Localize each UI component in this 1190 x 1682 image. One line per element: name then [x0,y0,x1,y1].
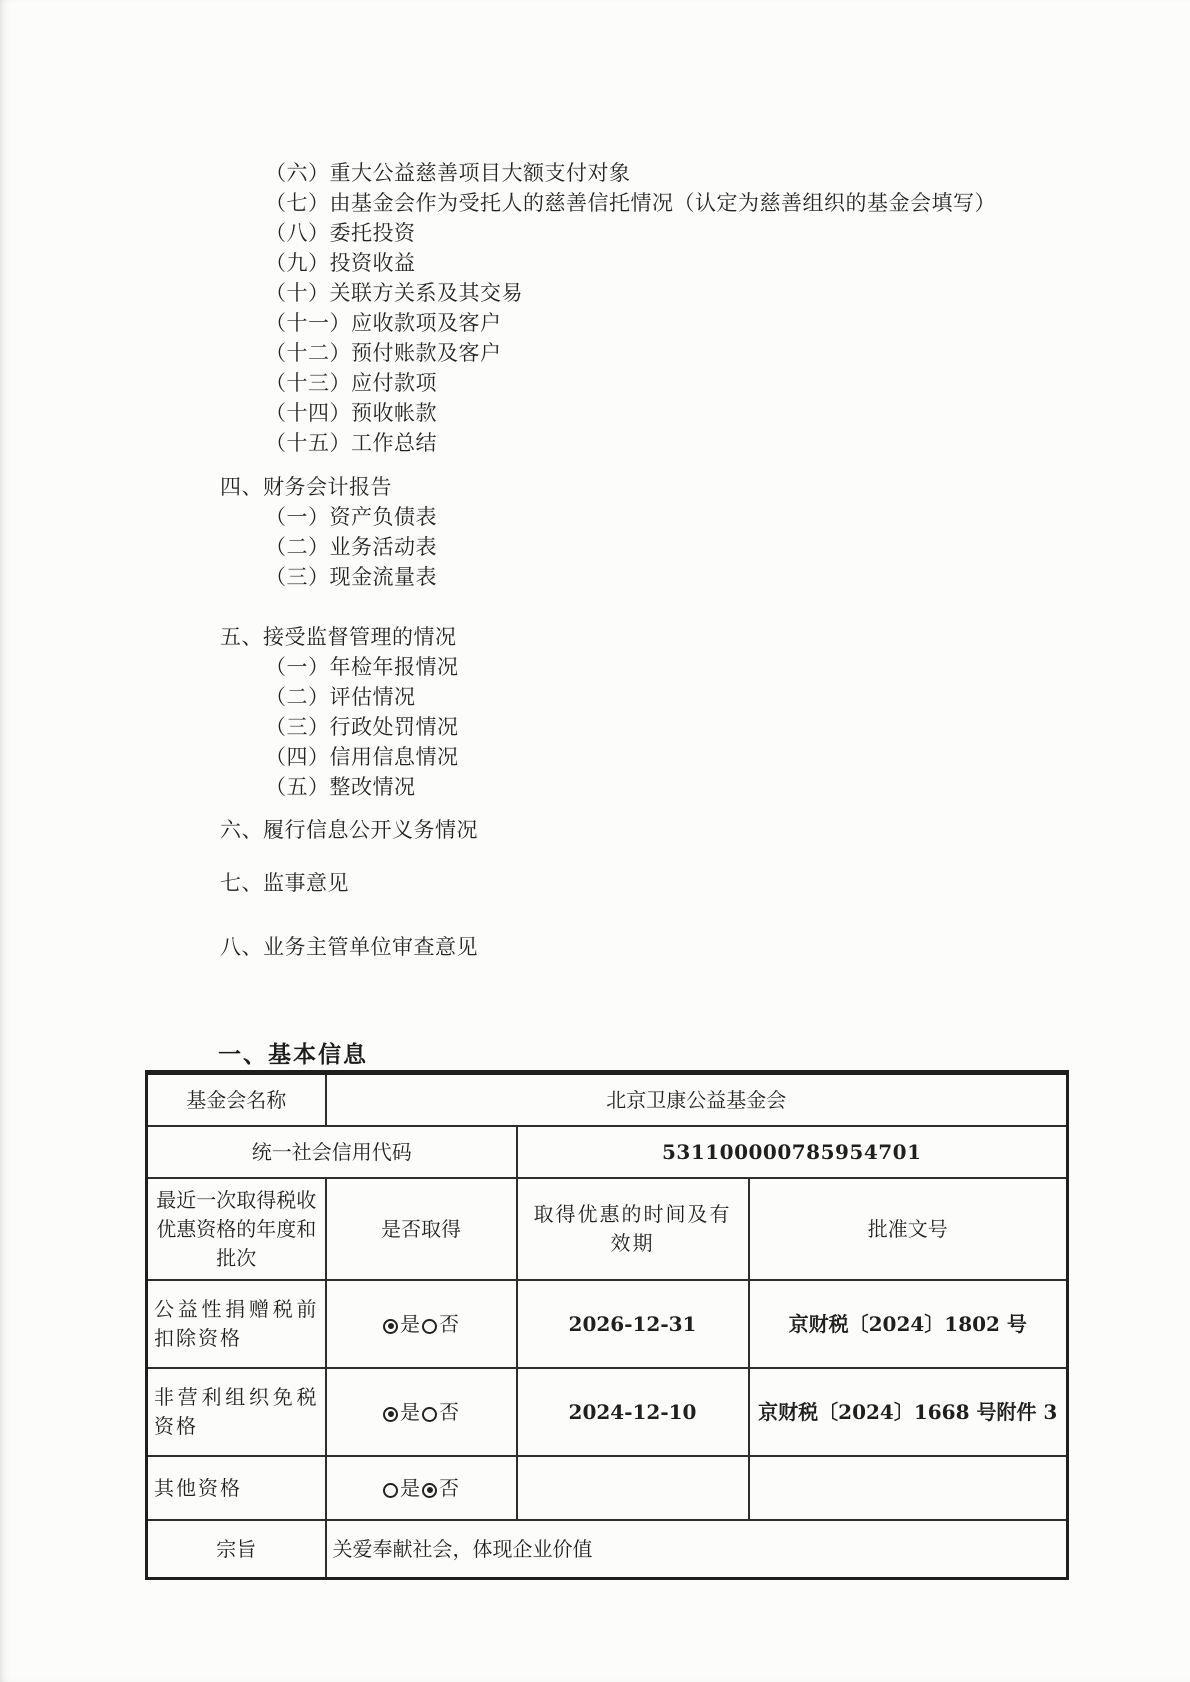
row-nonprofit-exemption [147,1368,1068,1456]
row-purpose [147,1520,1068,1579]
radio-yes-icon [383,1483,398,1498]
radio-no-label: 否 [439,1399,459,1424]
purpose-label: 宗旨 [147,1520,326,1579]
toc-section5-title: 五、接受监督管理的情况 [220,625,457,649]
donation-deduction-approval-no: 京财税〔2024〕1802 号 [749,1280,1068,1368]
toc-item-14: （十四）预收帐款 [265,401,437,425]
toc-section5-item-3: （三）行政处罚情况 [265,715,459,739]
radio-yes-icon [383,1407,398,1422]
basic-info-heading: 一、基本信息 [218,1041,368,1067]
other-qualification-valid-date [517,1456,749,1520]
toc-section8-title: 八、业务主管单位审查意见 [220,935,478,959]
credit-code-label: 统一社会信用代码 [147,1126,517,1178]
basic-info-table [145,1070,1069,1580]
radio-no-icon [422,1483,437,1498]
toc-section4-item-2: （二）业务活动表 [265,535,437,559]
radio-no-label: 否 [439,1475,459,1500]
toc-item-10: （十）关联方关系及其交易 [265,281,523,305]
toc-item-6: （六）重大公益慈善项目大额支付对象 [265,161,631,185]
row-donation-deduction [147,1280,1068,1368]
toc-section6-title: 六、履行信息公开义务情况 [220,818,478,842]
toc-section4-item-3: （三）现金流量表 [265,565,437,589]
toc-item-7: （七）由基金会作为受托人的慈善信托情况（认定为慈善组织的基金会填写） [265,191,996,215]
toc-section4-item-1: （一）资产负债表 [265,505,437,529]
row-other-qualification [147,1456,1068,1520]
toc-item-12: （十二）预付账款及客户 [265,341,502,365]
tax-header-approval-no: 批准文号 [749,1178,1068,1280]
nonprofit-exemption-label: 非营利组织免税资格 [147,1368,326,1456]
row-tax-header [147,1178,1068,1280]
tax-header-valid-date: 取得优惠的时间及有效期 [517,1178,749,1280]
other-qualification-obtained-cell [326,1456,517,1520]
donation-deduction-valid-date: 2026-12-31 [517,1280,749,1368]
toc-section5-item-5: （五）整改情况 [265,775,416,799]
toc-section5-item-1: （一）年检年报情况 [265,655,459,679]
other-qualification-approval-no [749,1456,1068,1520]
toc-item-11: （十一）应收款项及客户 [265,311,502,335]
donation-deduction-label: 公益性捐赠税前扣除资格 [147,1280,326,1368]
foundation-name-label: 基金会名称 [147,1073,326,1127]
radio-no-icon [422,1319,437,1334]
credit-code-value: 531100000785954701 [517,1126,1068,1178]
toc-item-8: （八）委托投资 [265,221,416,245]
other-qualification-label: 其他资格 [147,1456,326,1520]
toc-section7-title: 七、监事意见 [220,871,349,895]
nonprofit-exemption-valid-date: 2024-12-10 [517,1368,749,1456]
radio-no-label: 否 [439,1311,459,1336]
toc-section4-title: 四、财务会计报告 [220,475,392,499]
tax-header-qualification: 最近一次取得税收优惠资格的年度和批次 [147,1178,326,1280]
nonprofit-exemption-approval-no: 京财税〔2024〕1668 号附件 3 [749,1368,1068,1456]
tax-header-obtained: 是否取得 [326,1178,517,1280]
radio-yes-label: 是 [400,1475,420,1500]
toc-section5-item-4: （四）信用信息情况 [265,745,459,769]
toc-item-9: （九）投资收益 [265,251,416,275]
radio-yes-label: 是 [400,1399,420,1424]
radio-yes-icon [383,1319,398,1334]
nonprofit-exemption-obtained-cell [326,1368,517,1456]
row-credit-code [147,1126,1068,1178]
radio-yes-label: 是 [400,1311,420,1336]
toc-item-15: （十五）工作总结 [265,431,437,455]
radio-no-icon [422,1407,437,1422]
foundation-name-value: 北京卫康公益基金会 [326,1073,1068,1127]
purpose-value: 关爱奉献社会，体现企业价值 [326,1520,1068,1579]
donation-deduction-obtained-cell [326,1280,517,1368]
row-foundation-name [147,1073,1068,1127]
toc-section5-item-2: （二）评估情况 [265,685,416,709]
toc-item-13: （十三）应付款项 [265,371,437,395]
